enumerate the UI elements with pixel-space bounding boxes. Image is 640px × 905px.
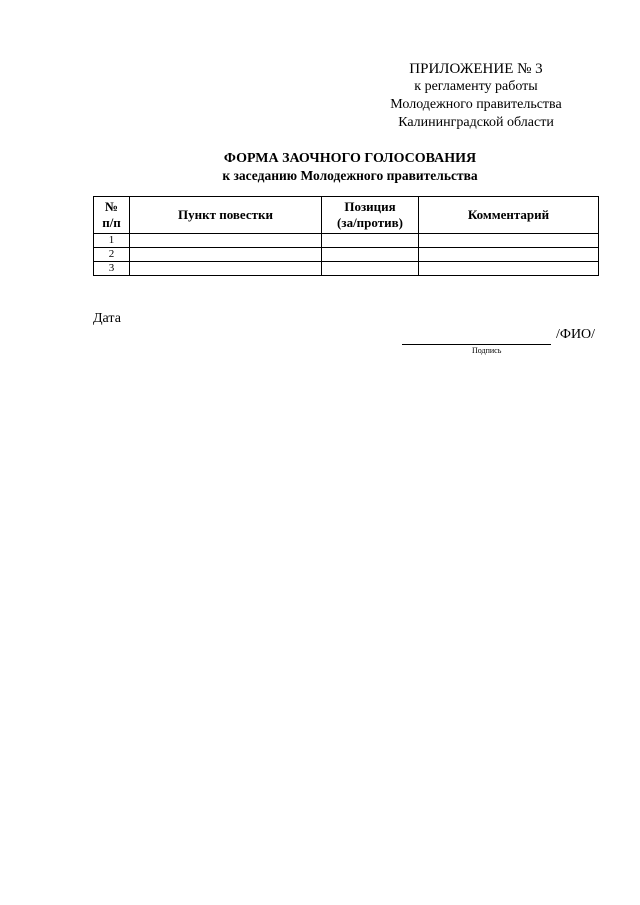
- date-label: Дата: [93, 311, 121, 326]
- table-row: [94, 262, 599, 276]
- header-position-options: (за/против): [337, 215, 403, 230]
- form-subtitle: к заседанию Молодежного правительства: [222, 168, 478, 183]
- agenda-item-cell[interactable]: [130, 248, 322, 262]
- agenda-item-cell[interactable]: [130, 234, 322, 248]
- comment-cell[interactable]: [419, 234, 599, 248]
- comment-cell[interactable]: [419, 262, 599, 276]
- position-cell[interactable]: [322, 262, 419, 276]
- header-number-sign: №: [104, 199, 119, 214]
- position-cell[interactable]: [322, 248, 419, 262]
- position-cell[interactable]: [322, 234, 419, 248]
- appendix-line-regulation: к регламенту работы: [414, 79, 538, 94]
- header-number-abbrev: п/п: [102, 215, 121, 230]
- appendix-header: [372, 60, 580, 132]
- appendix-number: ПРИЛОЖЕНИЕ № 3: [409, 61, 543, 77]
- column-header-comment: Комментарий: [419, 197, 599, 234]
- form-title: ФОРМА ЗАОЧНОГО ГОЛОСОВАНИЯ: [223, 151, 477, 166]
- row-number: 3: [94, 262, 130, 276]
- signature-caption: Подпись: [472, 346, 502, 355]
- comment-cell[interactable]: [419, 248, 599, 262]
- column-header-agenda-item: Пункт повестки: [130, 197, 322, 234]
- signature-line[interactable]: [402, 344, 551, 345]
- appendix-line-region: Калининградской области: [398, 115, 554, 130]
- column-header-position: [322, 197, 419, 234]
- agenda-item-cell[interactable]: [130, 262, 322, 276]
- appendix-line-government: Молодежного правительства: [390, 97, 562, 112]
- row-number: 1: [94, 234, 130, 248]
- voting-table: [93, 196, 599, 276]
- fio-label: /ФИО/: [556, 327, 596, 342]
- document-title: [0, 150, 640, 184]
- table-header-row: [94, 197, 599, 234]
- header-position-label: Позиция: [344, 199, 396, 214]
- table-row: [94, 248, 599, 262]
- table-row: [94, 234, 599, 248]
- row-number: 2: [94, 248, 130, 262]
- column-header-number: [94, 197, 130, 234]
